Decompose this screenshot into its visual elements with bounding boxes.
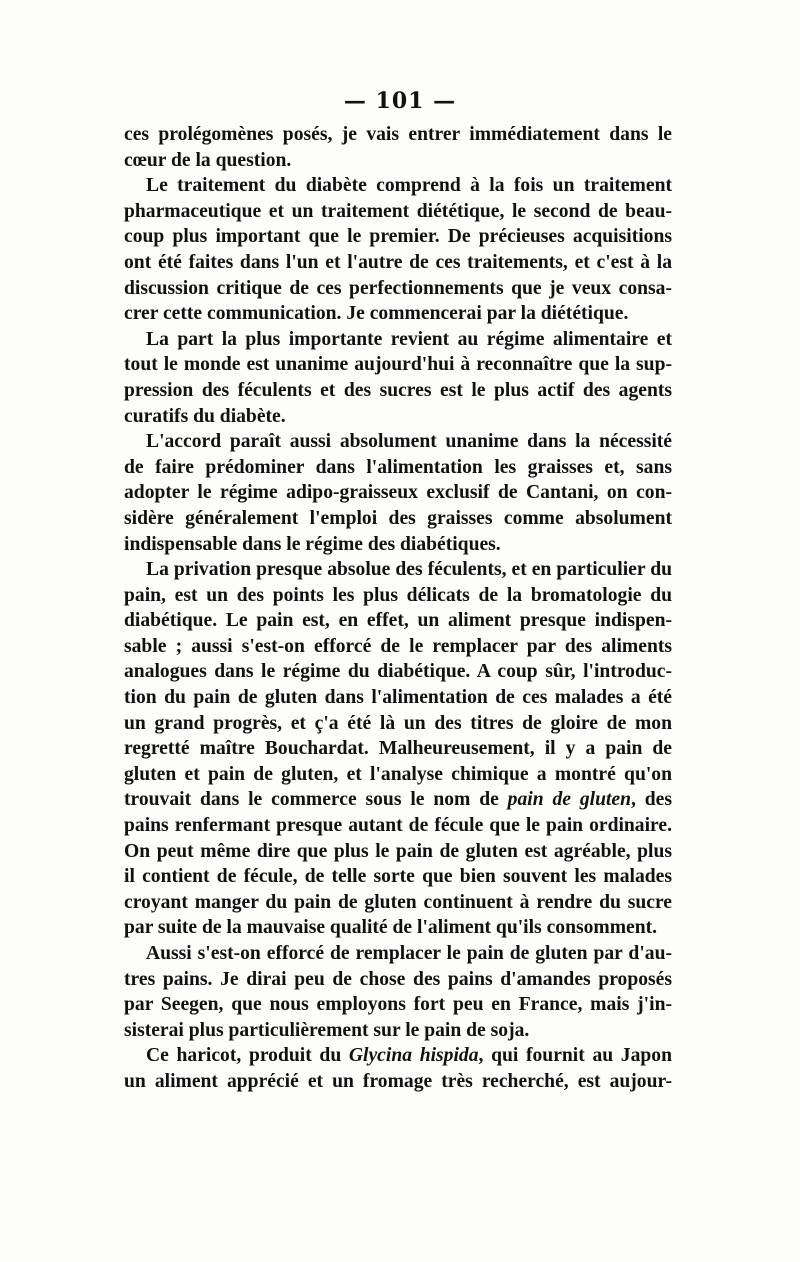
text-line	[124, 276, 672, 302]
text-segment: par Seegen, que nous employons fort peu en France, mais j'in-	[124, 994, 672, 1016]
text-line	[124, 864, 672, 890]
italic-text: Glycina hispida	[348, 1045, 479, 1067]
text-line	[124, 250, 672, 276]
text-line	[124, 583, 672, 609]
text-segment: sable ; aussi s'est-on efforcé de le remplacer par des aliments	[124, 635, 672, 657]
text-line	[124, 659, 672, 685]
text-line	[124, 532, 672, 558]
text-segment: diabétique. Le pain est, en effet, un aliment presque indispen-	[124, 610, 672, 632]
text-line	[124, 762, 672, 788]
text-line	[124, 1018, 672, 1044]
text-segment: Le traitement du diabète comprend à la fois un traitement	[146, 175, 672, 197]
text-line	[124, 378, 672, 404]
text-segment: On peut même dire que plus le pain de gluten est agréable, plus	[124, 840, 672, 862]
text-segment: un grand progrès, et ç'a été là un des titres de gloire de mon	[124, 712, 672, 734]
text-segment: de faire prédominer dans l'alimentation les graisses et, sans	[124, 456, 672, 478]
text-segment: pains renfermant presque autant de fécule que le pain ordinaire.	[124, 815, 672, 837]
text-segment: indispensable dans le régime des diabétiques.	[124, 533, 501, 555]
text-line	[124, 404, 672, 430]
italic-text: pain de gluten	[507, 789, 632, 811]
text-segment: regretté maître Bouchardat. Malheureusement, il y a pain de	[124, 738, 672, 760]
text-segment: tout le monde est unanime aujourd'hui à reconnaître que la sup-	[124, 354, 672, 376]
text-line	[124, 122, 672, 148]
text-line	[124, 224, 672, 250]
text-line	[124, 685, 672, 711]
text-segment: crer cette communication. Je commencerai par la diététique.	[124, 303, 629, 325]
text-line	[124, 915, 672, 941]
text-line	[124, 608, 672, 634]
text-segment: analogues dans le régime du diabétique. A coup sûr, l'introduc-	[124, 661, 672, 683]
text-segment: tion du pain de gluten dans l'alimentation de ces malades a été	[124, 687, 672, 709]
text-line	[124, 941, 672, 967]
text-segment: gluten et pain de gluten, et l'analyse chimique a montré qu'on	[124, 763, 672, 785]
text-segment: Aussi s'est-on efforcé de remplacer le pain de gluten par d'au-	[146, 943, 672, 964]
text-segment: il contient de fécule, de telle sorte que bien souvent les malades	[124, 866, 672, 888]
text-line	[124, 301, 672, 327]
text-line	[124, 711, 672, 737]
text-line	[124, 890, 672, 916]
text-segment: pharmaceutique et un traitement diététique, le second de beau-	[124, 200, 672, 222]
text-line	[124, 429, 672, 455]
text-line	[124, 506, 672, 532]
text-line	[124, 787, 672, 813]
text-segment: tres pains. Je dirai peu de chose des pains d'amandes proposés	[124, 968, 672, 990]
text-segment: Ce haricot, produit du	[146, 1045, 349, 1067]
text-segment: trouvait dans le commerce sous le nom de	[124, 789, 508, 811]
text-line	[124, 455, 672, 481]
text-line	[124, 352, 672, 378]
page-number: — 101 —	[343, 88, 457, 114]
text-segment: curatifs du diabète.	[124, 405, 286, 427]
text-line	[124, 327, 672, 353]
text-line	[124, 480, 672, 506]
text-line	[124, 557, 672, 583]
text-line	[124, 967, 672, 993]
text-segment: La privation presque absolue des féculents, et en particulier du	[146, 559, 672, 581]
text-segment: L'accord paraît aussi absolument unanime dans la nécessité	[146, 431, 672, 453]
text-segment: ont été faites dans l'un et l'autre de ces traitements, et c'est à la	[124, 251, 672, 273]
text-segment: pression des féculents et des sucres est le plus actif des agents	[124, 379, 672, 401]
text-line	[124, 992, 672, 1018]
text-line	[124, 148, 672, 174]
text-line	[124, 1043, 672, 1069]
text-line	[124, 1069, 672, 1095]
text-segment: sisterai plus particulièrement sur le pain de soja.	[124, 1019, 530, 1041]
text-line	[124, 839, 672, 865]
text-segment: La part la plus importante revient au régime alimentaire et	[146, 328, 672, 350]
text-segment: pain, est un des points les plus délicats de la bromatologie du	[124, 584, 672, 606]
text-segment: adopter le régime adipo-graisseux exclusif de Cantani, on con-	[124, 482, 672, 504]
text-segment: par suite de la mauvaise qualité de l'aliment qu'ils consomment.	[124, 917, 658, 939]
text-line	[124, 634, 672, 660]
text-line	[124, 173, 672, 199]
text-segment: discussion critique de ces perfectionnements que je veux consa-	[124, 277, 672, 299]
body-text	[124, 122, 672, 1095]
text-segment: sidère généralement l'emploi des graisses comme absolument	[124, 507, 672, 529]
text-segment: , des	[631, 789, 672, 811]
text-segment: un aliment apprécié et un fromage très recherché, est aujour-	[124, 1070, 672, 1092]
text-segment: coup plus important que le premier. De précieuses acquisitions	[124, 226, 672, 248]
text-segment: ces prolégomènes posés, je vais entrer immédiatement dans le	[124, 124, 672, 145]
text-line	[124, 199, 672, 225]
text-line	[124, 813, 672, 839]
text-segment: cœur de la question.	[124, 149, 292, 171]
text-segment: croyant manger du pain de gluten continuent à rendre du sucre	[124, 891, 672, 913]
text-segment: , qui fournit au Japon	[478, 1045, 672, 1067]
text-line	[124, 736, 672, 762]
